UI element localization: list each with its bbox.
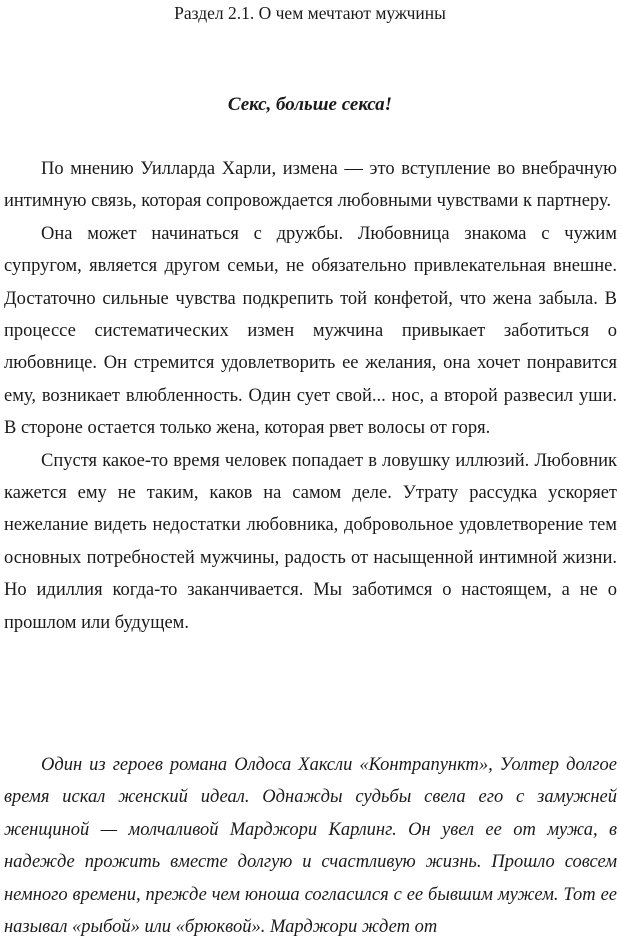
quote-block [4,749,617,943]
quote-paragraph: Один из героев романа Олдоса Хаксли «Контрапункт», Уолтер долгое время искал женский идеал. Однажды судьбы свела его с замужней женщиной — молчаливой Марджори Карлинг. Он увел ее от мужа, в надежде прожить вместе долгую и счастливую жизнь. Прошло совсем немного времени, прежде чем юноша согласился с ее бывшим мужем. Тот ее называл «рыбой» или «брюквой». Марджори ждет от [4,755,617,938]
paragraph-3: Спустя какое-то время человек попадает в ловушку иллюзий. Любовник кажется ему не таким, каков на самом деле. Утрату рассудка ускоряет нежелание видеть недостатки любовника, добровольное удовлетворение тем основных потребностей мужчины, радость от насыщенной интимной жизни. Но идиллия когда-то заканчивается. Мы заботимся о настоящем, а не о прошлом или будущем. [4,450,617,633]
body-text [4,153,617,639]
paragraph-2: Она может начинаться с дружбы. Любовница знакома с чужим супругом, является другом семьи, не обязательно привлекательная внешне. Достаточно сильные чувства подкрепить той конфетой, что жена забыла. В процессе систематических измен мужчина привыкает заботиться о любовнице. Он стремится удовлетворить ее желания, она хочет понравится ему, возникает влюбленность. Один сует свой... нос, а второй развесил уши. В стороне остается только жена, которая рвет волосы от горя. [4,223,617,439]
running-header: Раздел 2.1. О чем мечтают мужчины [174,3,446,23]
paragraph-1: По мнению Уилларда Харли, измена — это вступление во внебрачную интимную связь, которая сопровождается любовными чувствами к партнеру. [4,159,617,212]
section-title: Секс, больше секса! [227,94,393,115]
